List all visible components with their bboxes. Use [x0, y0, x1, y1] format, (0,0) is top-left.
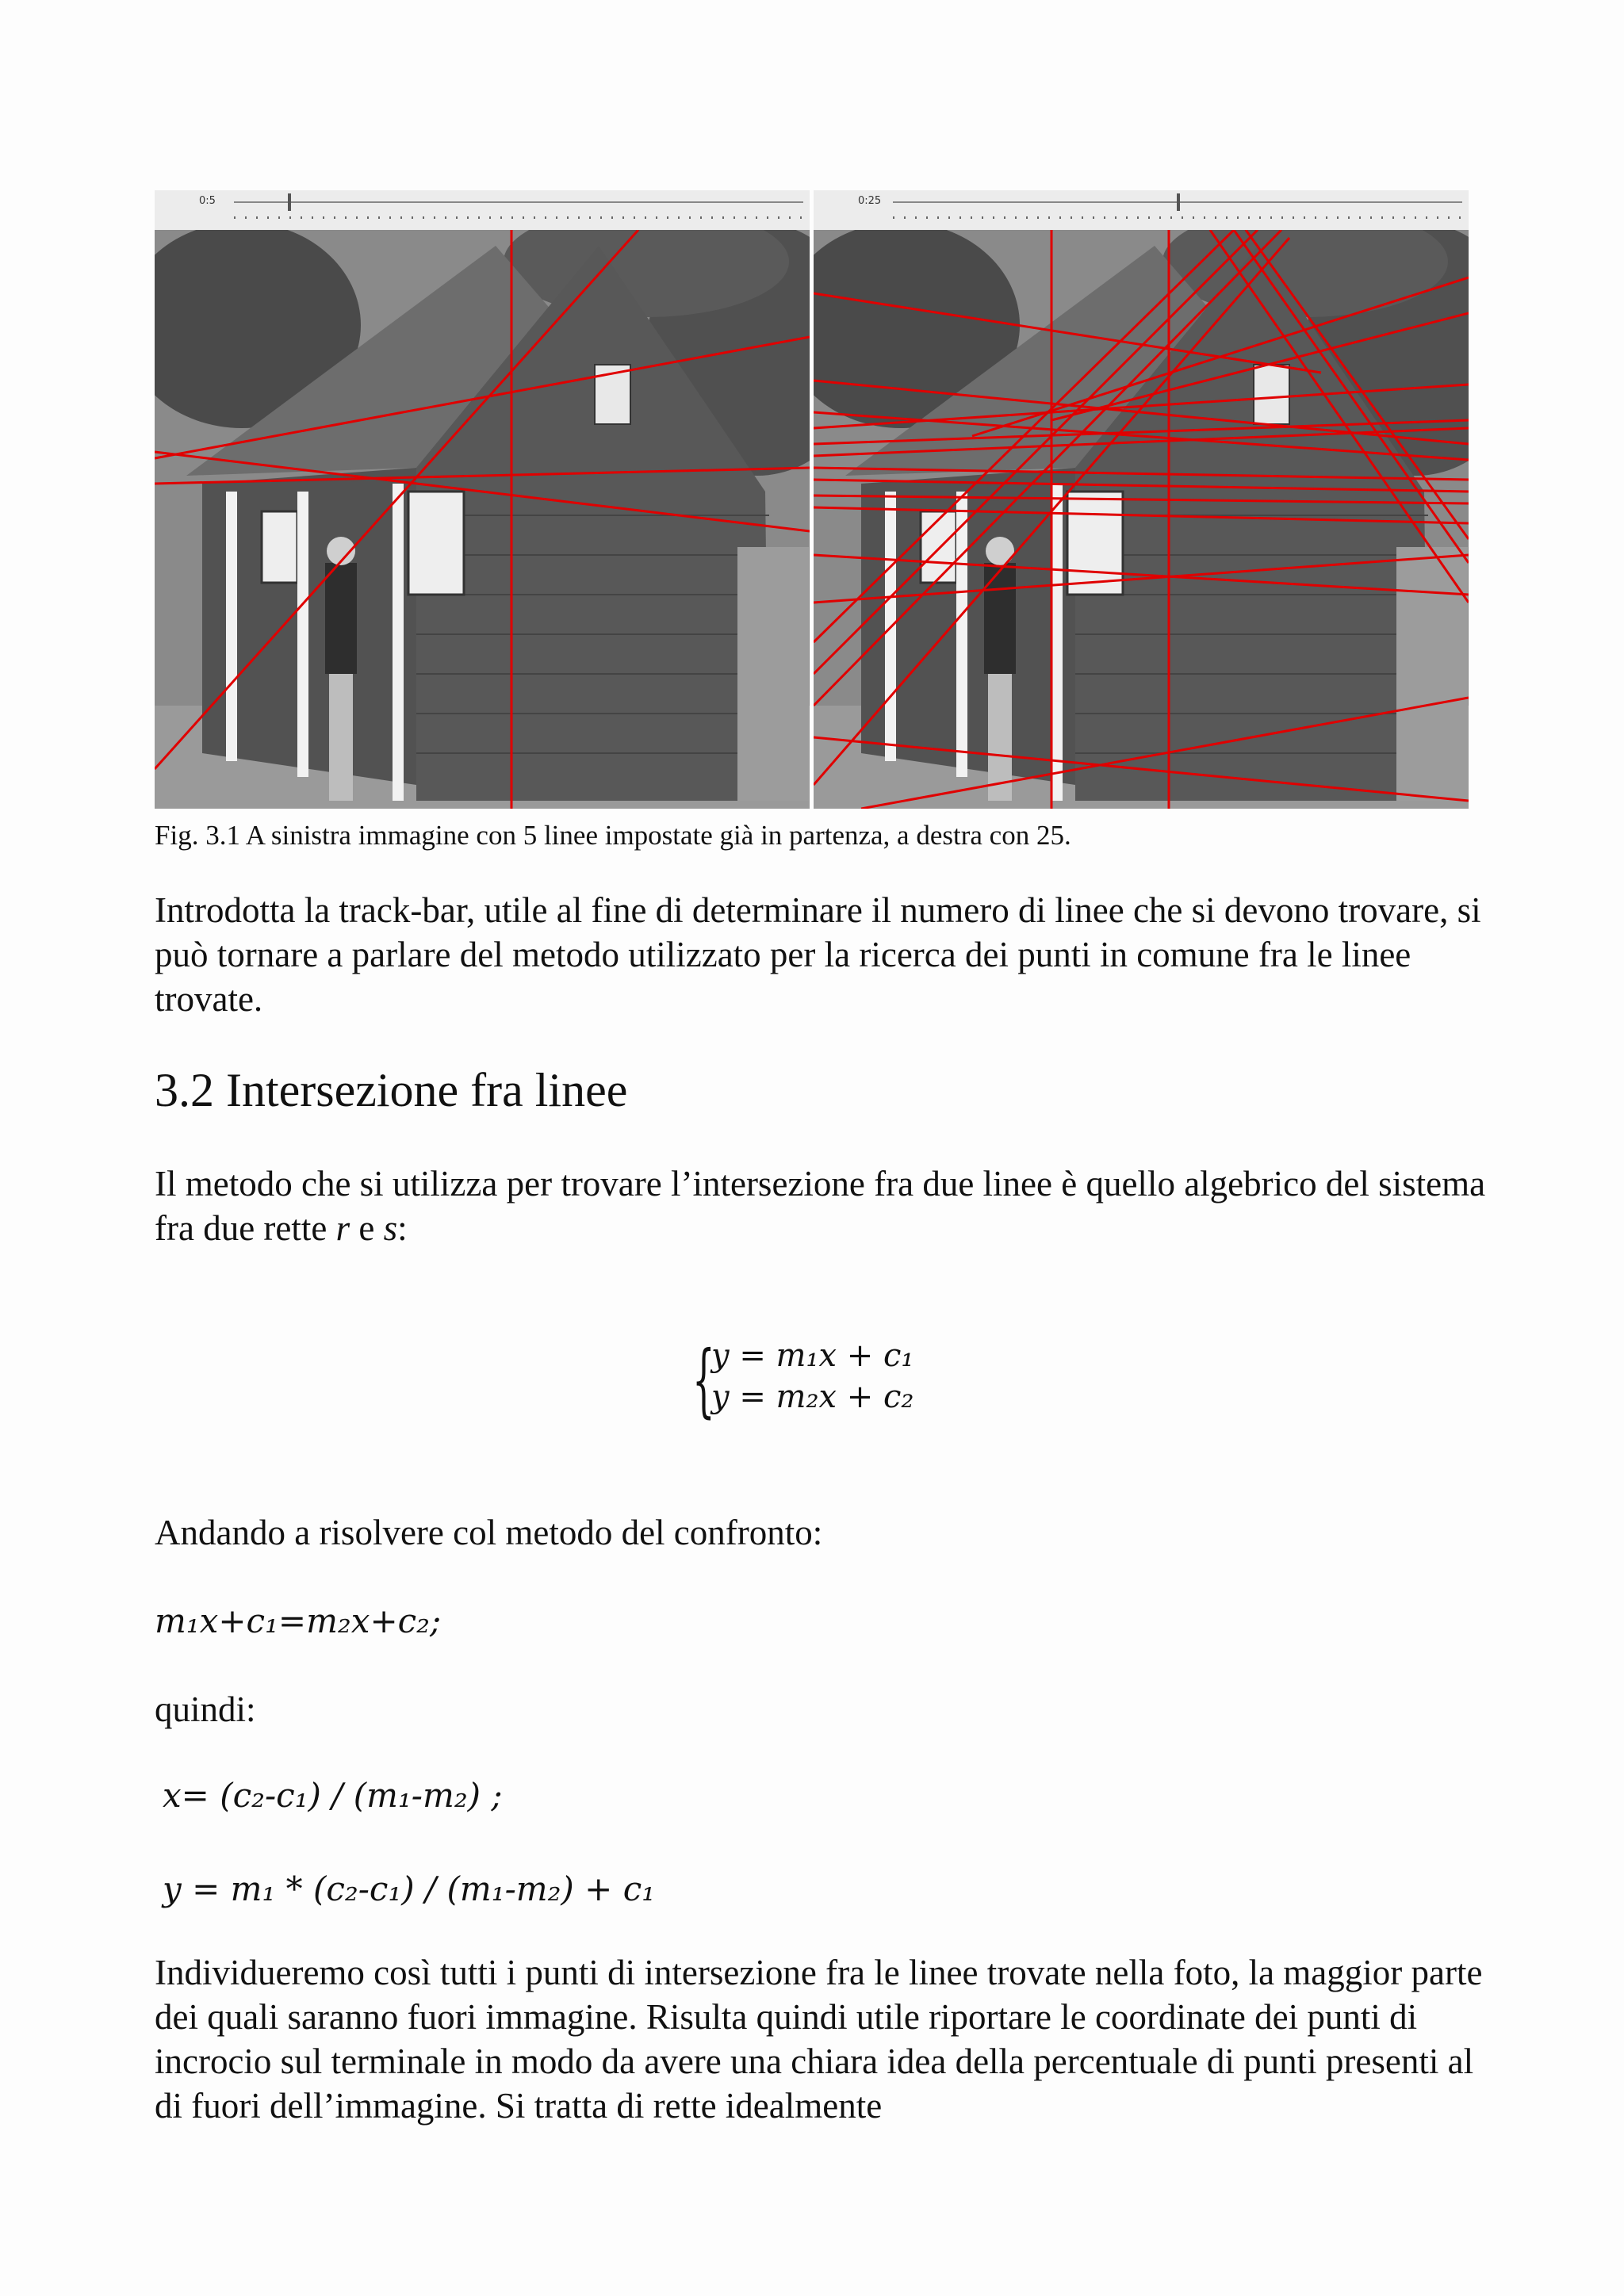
paragraph-method: [155, 1161, 1487, 1250]
left-house-photo: [155, 230, 810, 809]
left-trackbar-label: 0:5: [199, 195, 216, 207]
paragraph-method-and: e: [350, 1208, 384, 1248]
right-house-photo: [814, 230, 1469, 809]
left-trackbar-thumb[interactable]: [288, 193, 291, 211]
system-brace: {: [692, 1334, 715, 1426]
section-heading: 3.2 Intersezione fra linee: [155, 1064, 628, 1116]
right-trackbar-thumb[interactable]: [1177, 193, 1180, 211]
system-line-1: y = m₁x + c₁: [711, 1337, 914, 1374]
paragraph-comparison: Andando a risolvere col metodo del confronto:: [155, 1513, 823, 1552]
figure-3-1: [155, 190, 1469, 809]
left-trackbar-ticks: [234, 216, 803, 219]
line-r-symbol: r: [335, 1208, 350, 1248]
left-image-panel: [155, 190, 810, 809]
figure-caption: Fig. 3.1 A sinistra immagine con 5 linee impostate già in partenza, a destra con 25.: [155, 820, 1071, 851]
equation-equality: m₁x+c₁=m₂x+c₂;: [155, 1601, 442, 1640]
line-s-symbol: s: [383, 1208, 398, 1248]
system-line-2: y = m₂x + c₂: [711, 1379, 914, 1415]
equation-x: x= (c₂-c₁) / (m₁-m₂) ;: [163, 1776, 503, 1815]
paragraph-method-colon: :: [397, 1208, 408, 1248]
paragraph-method-text: Il metodo che si utilizza per trovare l’intersezione fra due linee è quello algebrico del sistema fra due rette: [155, 1164, 1486, 1248]
paragraph-quindi: quindi:: [155, 1689, 256, 1729]
equation-y: y = m₁ * (c₂-c₁) / (m₁-m₂) + c₁: [163, 1869, 656, 1908]
paragraph-trackbar: Introdotta la track-bar, utile al fine di determinare il numero di linee che si devono trovare, si può tornare a parlare del metodo utilizzato per la ricerca dei punti in comune fra le linee trovate.: [155, 890, 1481, 1019]
right-trackbar-ticks: [893, 216, 1462, 219]
equation-system: [692, 1334, 946, 1426]
right-image-panel: [814, 190, 1469, 809]
right-trackbar[interactable]: [814, 190, 1469, 231]
left-trackbar-track: [234, 201, 803, 203]
left-trackbar[interactable]: [155, 190, 810, 231]
right-trackbar-label: 0:25: [858, 195, 882, 207]
paragraph-intersections: Individueremo così tutti i punti di intersezione fra le linee trovate nella foto, la maggior parte dei quali saranno fuori immagine. Risulta quindi utile riportare le coordinate dei punti di incrocio sul terminale in modo da avere una chiara idea della percentuale di punti presenti al di fuori dell’immagine. Si tratta di rette idealmente: [155, 1953, 1483, 2126]
